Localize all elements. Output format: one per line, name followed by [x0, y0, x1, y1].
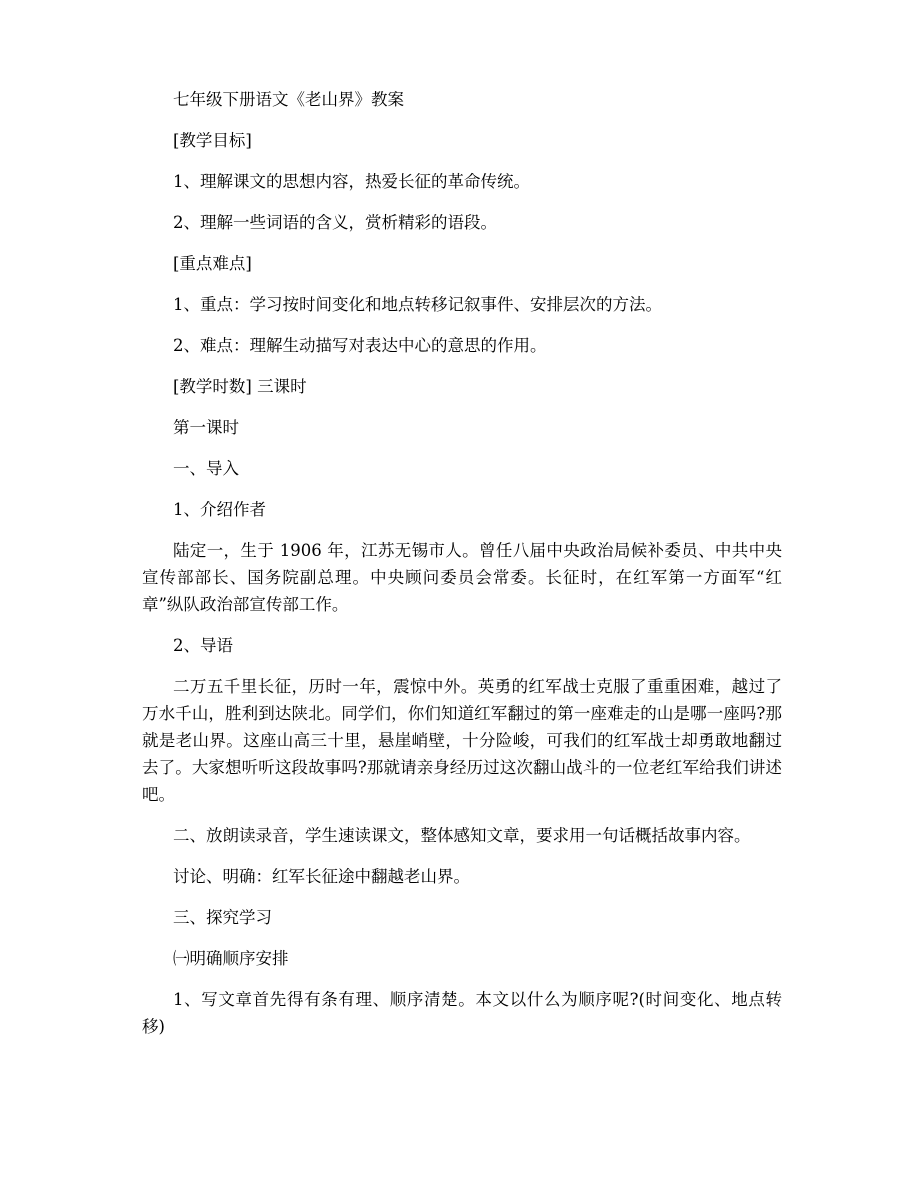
paragraph: 二万五千里长征，历时一年，震惊中外。英勇的红军战士克服了重重困难，越过了万水千山，胜利到达陕北。同学们，你们知道红军翻过的第一座难走的山是哪一座吗?那就是老山界。这座山高三十里，悬崖峭壁，十分险峻，可我们的红军战士却勇敢地翻过去了。大家想听听这段故事吗?那就请亲身经历过这次翻山战斗的一位老红军给我们讲述吧。 [142, 677, 782, 804]
subsection-heading: 1、介绍作者 [173, 500, 266, 519]
paragraph: 1、写文章首先得有条有理、顺序清楚。本文以什么为顺序呢?(时间变化、地点转移) [142, 990, 782, 1036]
subsection-heading: 一、导入 [173, 459, 239, 478]
paragraph: 讨论、明确：红军长征途中翻越老山界。 [173, 867, 470, 886]
section-heading-teaching-goals: [教学目标] [173, 131, 252, 150]
paragraph: 2、理解一些词语的含义，赏析精彩的语段。 [173, 213, 497, 232]
document-body [142, 86, 782, 1054]
section-heading-lesson-count: [教学时数] 三课时 [173, 377, 307, 396]
lesson-heading: 第一课时 [173, 418, 239, 437]
paragraph: 二、放朗读录音，学生速读课文，整体感知文章，要求用一句话概括故事内容。 [173, 826, 751, 845]
subsection-heading: ㈠明确顺序安排 [173, 949, 289, 968]
subsection-heading: 三、探究学习 [173, 908, 272, 927]
paragraph: 陆定一，生于 1906 年，江苏无锡市人。曾任八届中央政治局候补委员、中共中央宣传部部长、国务院副总理。中央顾问委员会常委。长征时，在红军第一方面军“红章”纵队政治部宣传部工作。 [142, 541, 782, 614]
document-title: 七年级下册语文《老山界》教案 [173, 90, 404, 109]
section-heading-key-difficulties: [重点难点] [173, 254, 252, 273]
paragraph: 1、理解课文的思想内容，热爱长征的革命传统。 [173, 172, 530, 191]
paragraph: 2、难点：理解生动描写对表达中心的意思的作用。 [173, 336, 547, 355]
subsection-heading: 2、导语 [173, 636, 233, 655]
paragraph: 1、重点：学习按时间变化和地点转移记叙事件、安排层次的方法。 [173, 295, 662, 314]
